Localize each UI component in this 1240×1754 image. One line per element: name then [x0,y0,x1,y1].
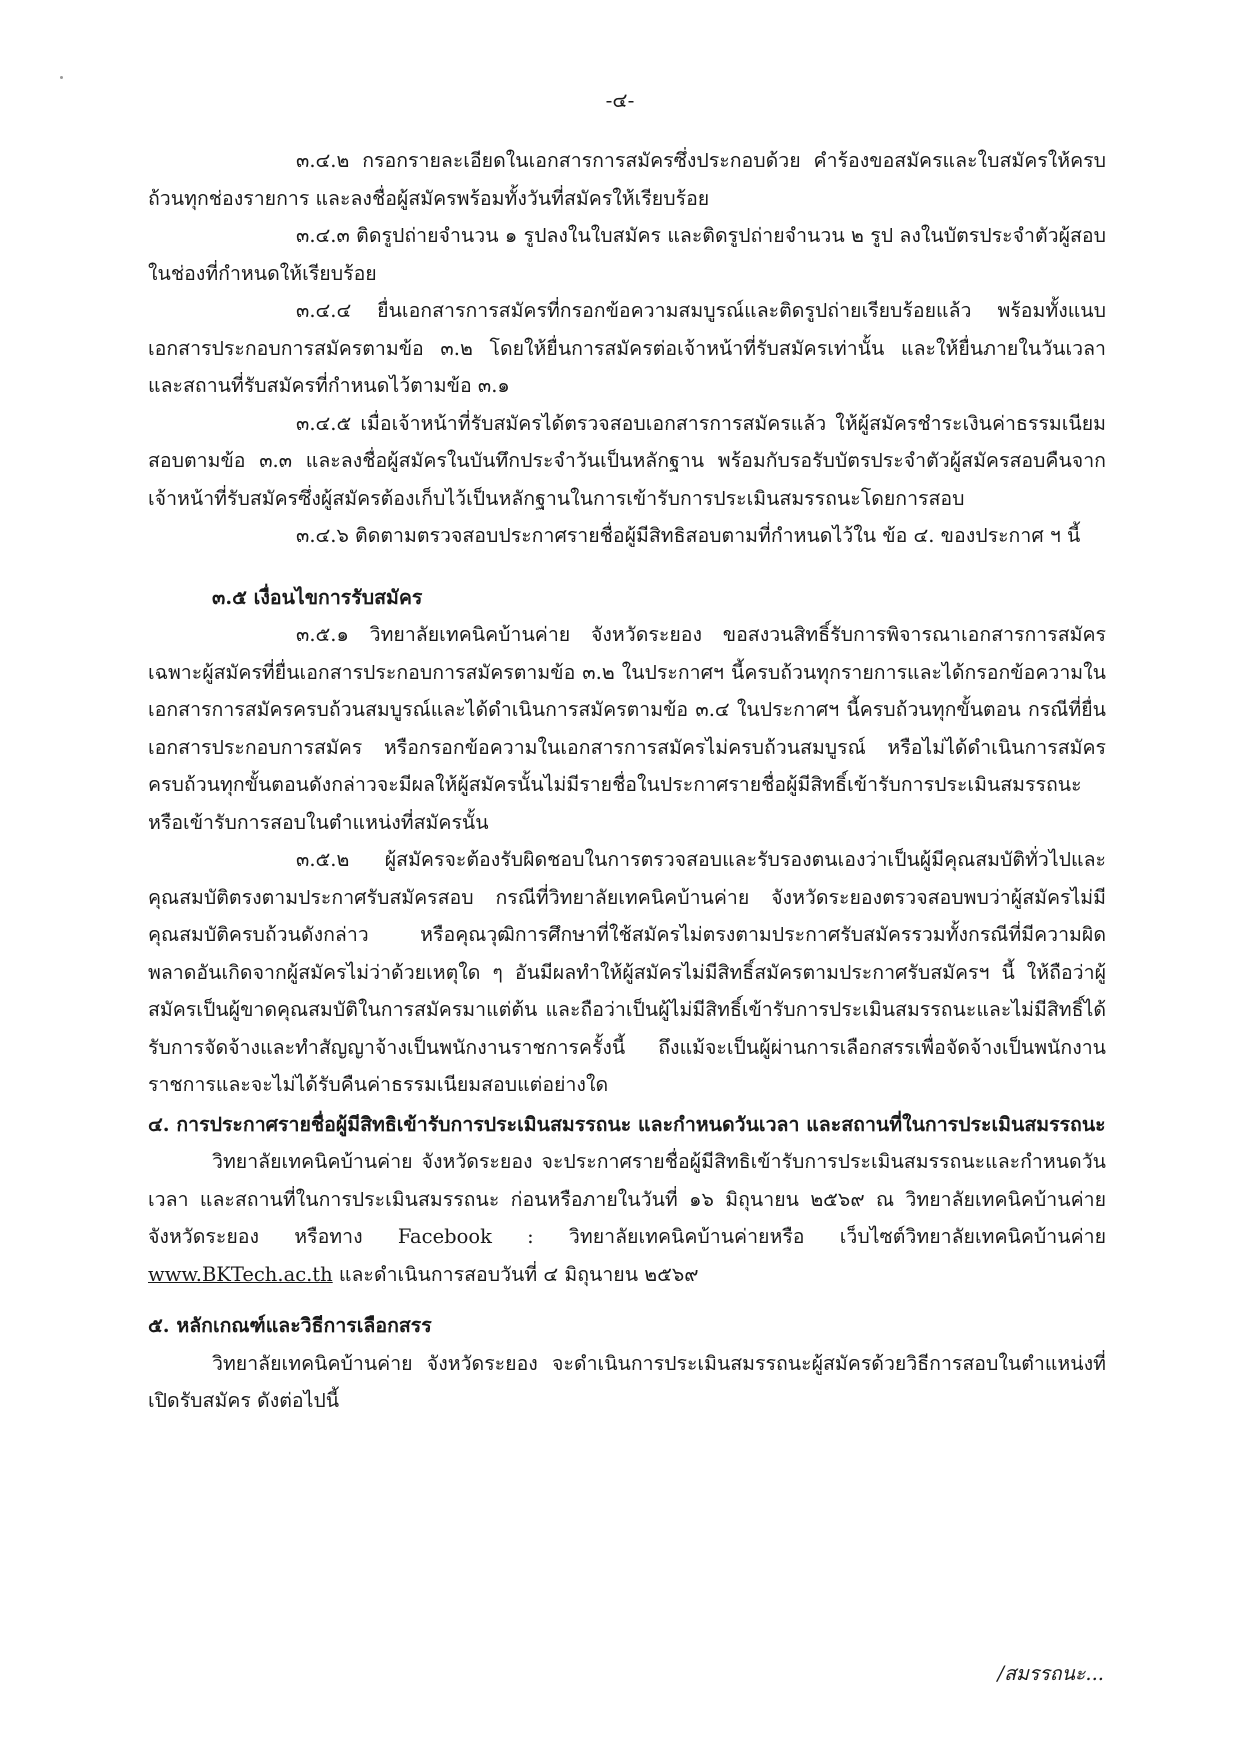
paragraph-4 [148,1143,1106,1293]
paragraph-3-4-2: ๓.๔.๒ กรอกรายละเอียดในเอกสารการสมัครซึ่งประกอบด้วย คำร้องขอสมัครและใบสมัครให้ครบถ้วนทุกช่องรายการ และลงชื่อผู้สมัครพร้อมทั้งวันที่สมัครให้เรียบร้อย [148,149,1106,210]
paragraph-5: วิทยาลัยเทคนิคบ้านค่าย จังหวัดระยอง จะดำเนินการประเมินสมรรถนะผู้สมัครด้วยวิธีการสอบในตำแหน่งที่เปิดรับสมัคร ดังต่อไปนี้ [148,1351,1106,1412]
website-link[interactable]: www.BKTech.ac.th [148,1262,333,1286]
paragraph-3-5-2: ๓.๕.๒ ผู้สมัครจะต้องรับผิดชอบในการตรวจสอบและรับรองตนเองว่าเป็นผู้มีคุณสมบัติทั่วไปและคุณสมบัติตรงตามประกาศรับสมัครสอบ กรณีที่วิทยาลัยเทคนิคบ้านค่าย จังหวัดระยองตรวจสอบพบว่าผู้สมัครไม่มีคุณสมบัติครบถ้วนดังกล่าว หรือคุณวุฒิการศึกษาที่ใช้สมัครไม่ตรงตามประกาศรับสมัครรวมทั้งกรณีที่มีความผิดพลาดอันเกิดจากผู้สมัครไม่ว่าด้วยเหตุใด ๆ อันมีผลทำให้ผู้สมัครไม่มีสิทธิ์สมัครตามประกาศรับสมัครฯ นี้ ให้ถือว่าผู้สมัครเป็นผู้ขาดคุณสมบัติในการสมัครมาแต่ต้น และถือว่าเป็นผู้ไม่มีสิทธิ์เข้ารับการประเมินสมรรถนะและไม่มีสิทธิ์ได้รับการจัดจ้างและทำสัญญาจ้างเป็นพนักงานราชการครั้งนี้ ถึงแม้จะเป็นผู้ผ่านการเลือกสรรเพื่อจัดจ้างเป็นพนักงานราชการและจะไม่ได้รับคืนค่าธรรมเนียมสอบแต่อย่างใด [148,848,1106,1096]
paragraph-4-text: วิทยาลัยเทคนิคบ้านค่าย จังหวัดระยอง จะประกาศรายชื่อผู้มีสิทธิเข้ารับการประเมินสมรรถนะและกำหนดวัน เวลา และสถานที่ในการประเมินสมรรถนะ ก่อนหรือภายในวันที่ ๑๖ มิถุนายน ๒๕๖๙ ณ วิทยาลัยเทคนิคบ้านค่าย จังหวัดระยอง หรือทาง Facebook : วิทยาลัยเทคนิคบ้านค่ายหรือ เว็บไซต์วิทยาลัยเทคนิคบ้านค่าย [148,1150,1106,1248]
heading-5: ๕. หลักเกณฑ์และวิธีการเลือกสรร [148,1314,432,1337]
paragraph-4-text-end: และดำเนินการสอบวันที่ ๔ มิถุนายน ๒๕๖๙ [332,1262,699,1286]
paragraph-3-4-6: ๓.๔.๖ ติดตามตรวจสอบประกาศรายชื่อผู้มีสิทธิสอบตามที่กำหนดไว้ใน ข้อ ๔. ของประกาศ ฯ นี้ [296,524,1081,547]
scan-speck [60,76,63,79]
paragraph-3-4-3: ๓.๔.๓ ติดรูปถ่ายจำนวน ๑ รูปลงในใบสมัคร และติดรูปถ่ายจำนวน ๒ รูป ลงในบัตรประจำตัวผู้สอบในช่องที่กำหนดให้เรียบร้อย [148,224,1106,285]
heading-3-5: ๓.๕ เงื่อนไขการรับสมัคร [212,585,423,609]
paragraph-3-4-4: ๓.๔.๔ ยื่นเอกสารการสมัครที่กรอกข้อความสมบูรณ์และติดรูปถ่ายเรียบร้อยแล้ว พร้อมทั้งแนบเอกสารประกอบการสมัครตามข้อ ๓.๒ โดยให้ยื่นการสมัครต่อเจ้าหน้าที่รับสมัครเท่านั้น และให้ยื่นภายในวันเวลาและสถานที่รับสมัครที่กำหนดไว้ตามข้อ ๓.๑ [148,299,1106,397]
continuation-note: /สมรรถนะ... [997,1662,1104,1685]
document-body [148,142,1106,1420]
section-gap [148,555,1106,567]
heading-4: ๔. การประกาศรายชื่อผู้มีสิทธิเข้ารับการประเมินสมรรถนะ และกำหนดวันเวลา และสถานที่ในการประเมินสมรรถนะ [148,1112,1106,1136]
paragraph-3-4-5: ๓.๔.๕ เมื่อเจ้าหน้าที่รับสมัครได้ตรวจสอบเอกสารการสมัครแล้ว ให้ผู้สมัครชำระเงินค่าธรรมเนียมสอบตามข้อ ๓.๓ และลงชื่อผู้สมัครในบันทึกประจำวันเป็นหลักฐาน พร้อมกับรอรับบัตรประจำตัวผู้สมัครสอบคืนจากเจ้าหน้าที่รับสมัครซึ่งผู้สมัครต้องเก็บไว้เป็นหลักฐานในการเข้ารับการประเมินสมรรถนะโดยการสอบ [148,411,1106,510]
page-number: -๔- [605,88,635,112]
section-gap [148,1293,1106,1305]
paragraph-3-5-1: ๓.๕.๑ วิทยาลัยเทคนิคบ้านค่าย จังหวัดระยอง ขอสงวนสิทธิ์รับการพิจารณาเอกสารการสมัครเฉพาะผู้สมัครที่ยื่นเอกสารประกอบการสมัครตามข้อ ๓.๒ ในประกาศฯ นี้ครบถ้วนทุกรายการและได้กรอกข้อความในเอกสารการสมัครครบถ้วนสมบูรณ์และได้ดำเนินการสมัครตามข้อ ๓.๔ ในประกาศฯ นี้ครบถ้วนทุกขั้นตอน กรณีที่ยื่นเอกสารประกอบการสมัคร หรือกรอกข้อความในเอกสารการสมัครไม่ครบถ้วนสมบูรณ์ หรือไม่ได้ดำเนินการสมัครครบถ้วนทุกขั้นตอนดังกล่าวจะมีผลให้ผู้สมัครนั้นไม่มีรายชื่อในประกาศรายชื่อผู้มีสิทธิ์เข้ารับการประเมินสมรรถนะหรือเข้ารับการสอบในตำแหน่งที่สมัครนั้น [148,623,1106,834]
